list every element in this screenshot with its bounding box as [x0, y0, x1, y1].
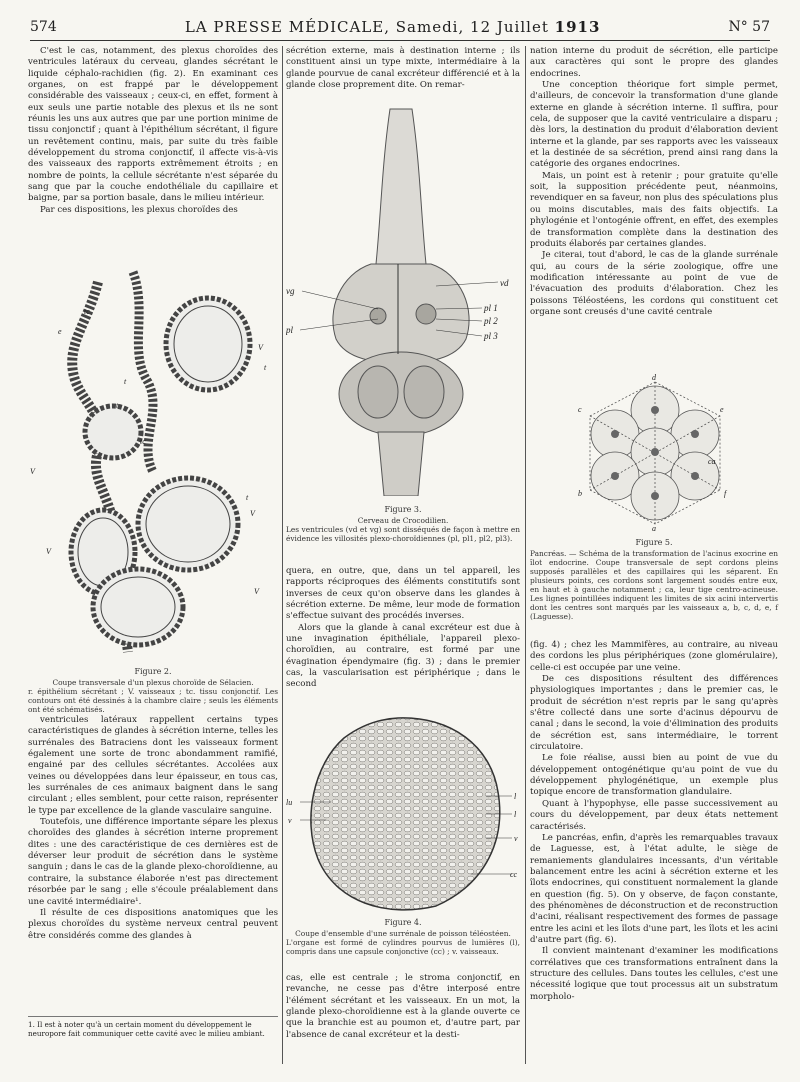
figure-3-caption: [286, 505, 520, 543]
paragraph: Il convient maintenant d'examiner les modifications corrélatives que ces transformations entraînent dans la structure des cellules. Dans toutes les cellules, c'est une nécessité logique que tout processus ait un substratum morpholo-: [530, 946, 778, 1002]
figure-label: l: [514, 792, 517, 801]
figure-legend: Les ventricules (vd et vg) sont disséqués de façon à mettre en évidence les villosités plexo-choroïdiennes (pl, pl1, pl2, pl3).: [286, 525, 520, 543]
figure-label: tc: [84, 307, 90, 316]
column-3: [530, 46, 778, 318]
figure-label: lu: [286, 798, 293, 807]
paragraph: (fig. 4) ; chez les Mammifères, au contraire, au niveau des cordons les plus périphériques (zone glomérulaire), celle-ci est occupée par une veine.: [530, 640, 778, 673]
paragraph: Le foie réalise, aussi bien au point de vue du développement ontogénétique qu'au point de vue du développement phylogénétique, un exemple plus topique encore de transformation glandulaire.: [530, 753, 778, 798]
figure-2-caption: [28, 667, 278, 714]
page-header: [30, 14, 770, 41]
paragraph: ventricules latéraux rappellent certains types caractéristiques de glandes à sécrétion interne, telles les surrénales des Batraciens dont les vaisseaux forment également une sorte de tronc abondamment ramifié, engainé par des cellules sécrétantes. Accolées aux veines ou développées dans leur épaisseur, en tous cas, les surrénales de ces animaux baignent dans le sang circulant ; elles semblent, pour cette raison, représenter le type par excellence de la glande vasculaire sanguine.: [28, 715, 278, 816]
figure-label: f: [724, 489, 727, 498]
page-number: 574: [30, 19, 57, 35]
figure-label: v: [514, 834, 518, 843]
figure-label: tc: [140, 437, 146, 446]
figure-title: Figure 3.: [384, 505, 422, 514]
paragraph: Alors que la glande à canal excréteur est due à une invagination épithéliale, l'appareil plexo-choroïdien, au contraire, est formé par une évagination épendymaire (fig. 3) ; dans le premier cas, la vascularisation est périphérique ; dans le second: [286, 622, 520, 690]
figure-5-caption: [530, 538, 778, 621]
figure-label: e: [720, 405, 724, 414]
figure-label: pl: [286, 325, 294, 335]
column-rule: [525, 46, 526, 1064]
column-1-continued: [28, 715, 278, 942]
figure-caption: Coupe transversale d'un plexus choroïde de Sélacien.: [52, 678, 254, 687]
column-2-continued: [286, 566, 520, 691]
figure-label: V: [30, 467, 35, 476]
figure-label: e: [58, 327, 62, 336]
figure-label: t: [124, 377, 127, 386]
figure-title: Figure 5.: [635, 538, 673, 547]
paragraph: Mais, un point est à retenir ; pour gratuite qu'elle soit, la supposition précédente peut, néanmoins, revendiquer en sa faveur, non plus des spéculations plus ou moins discutables, mais des faits objectifs. La phylogénie et l'ontogénie offrent, en effet, des exemples de transformation complète dans la destination des produits élaborés par certaines glandes.: [530, 170, 778, 249]
figure-label: a: [652, 524, 656, 532]
paragraph: C'est le cas, notamment, des plexus choroïdes des ventricules latéraux du cerveau, glandes sécrétant le liquide céphalo-rachidien (fig. 2). En examinant ces organes, on est frappé par le développement considérable des vaisseaux ; ceux-ci, en effet, forment à eux seuls une partie notable des plexus et ils ne sont réunis les uns aux autres que par une portion minime de tissu conjonctif ; quant à l'épithélium sécrétant, il figure un revêtement continu, mais, par suite du très faible développement du stroma conjonctif, il affecte vis-à-vis des vaisseaux des rapports extrêmement étroits ; en nombre de points, la cellule sécrétante n'est séparée du sang que par la couche endothéliale du capillaire et baigne, par sa portion basale, dans le milieu intérieur.: [28, 46, 278, 204]
figure-label: t: [246, 493, 249, 502]
issue-date: Samedi, 12 Juillet: [395, 18, 549, 36]
paragraph: Le pancréas, enfin, d'après les remarquables travaux de Laguesse, est, à l'état adulte, le siège de remaniements glandulaires incessants, d'un véritable balancement entre les acini à sécrétion externe et les îlots endocrines, qui constituent normalement la glande en question (fig. 5). On y observe, de façon constante, des phénomènes de déconstruction et de reconstruction d'acini, réalisant respectivement des formes de passage entre les acini et les îlots d'une part, les îlots et les acini d'autre part (fig. 6).: [530, 832, 778, 945]
figure-label: pl 2: [484, 316, 498, 326]
column-2-continued: [286, 973, 520, 1041]
figure-caption: Pancréas. — Schéma de la transformation de l'acinus exocrine en îlot endocrine. Coupe transversale de sept cordons pleins supposés parallèles et des capillaires qui les séparent. En plusieurs points, ces cordons sont largement soudés entre eux, en haut et à gauche notamment ; ca, leur tige centro-acineuse. Les lignes pointillées indiquent les limites de six acini intervertis dont les centres sont marqués par les vaisseaux a, b, c, d, e, f (Laguesse).: [530, 549, 778, 621]
issue-number: N° 57: [728, 19, 770, 35]
figure-label: b: [578, 489, 582, 498]
figure-title: Figure 2.: [134, 667, 172, 676]
paragraph: quera, en outre, que, dans un tel appareil, les rapports réciproques des éléments constitutifs sont inverses de ceux qu'on observe dans les glandes à sécrétion externe. De même, leur mode de formation s'effectue suivant des procédés inverses.: [286, 566, 520, 622]
paragraph: De ces dispositions résultent des différences physiologiques importantes ; dans le premier cas, le produit de sécrétion n'est repris par le sang qu'après s'être collecté dans une sorte d'acinus dépourvu de canal ; dans le second, la voie d'élimination des produits de sécrétion est, sans intermédiaire, le torrent circulatoire.: [530, 674, 778, 753]
figure-label: pl 1: [484, 303, 498, 313]
figure-label: V: [258, 343, 263, 352]
figure-label: cc: [510, 870, 518, 879]
figure-caption: Cerveau de Crocodilien.: [357, 516, 449, 525]
column-3-continued: [530, 640, 778, 1003]
figure-label: l: [514, 810, 517, 819]
figure-2-illustration: [28, 262, 278, 662]
figure-label: d: [652, 373, 656, 382]
figure-label: V: [254, 587, 259, 596]
paragraph: Toutefois, une différence importante sépare les plexus choroïdes des glandes à sécrétion interne proprement dites : une des caractéristique de ces dernières est de déverser leur produit de sécrétion dans le système sanguin ; dans le cas de la glande plexo-choroïdienne, au contraire, la substance élaborée n'est pas directement résorbée par le sang ; elle s'écoule préalablement dans une cavité intermédiaire¹.: [28, 817, 278, 907]
figure-4-caption: [286, 918, 520, 956]
issue-year: 1913: [554, 18, 601, 36]
figure-4-illustration: [286, 714, 520, 914]
figure-label: t: [116, 401, 119, 410]
paragraph: Par ces dispositions, les plexus choroïdes des: [40, 204, 238, 215]
figure-caption: Coupe d'ensemble d'une surrénale de poisson téléostéen.: [295, 929, 511, 938]
figure-label: V: [46, 547, 51, 556]
masthead: LA PRESSE MÉDICALE, Samedi, 12 Juillet 1913: [184, 18, 601, 36]
figure-5-illustration: [570, 372, 740, 532]
column-1: [28, 46, 278, 216]
column-2: [286, 46, 520, 91]
figure-label: vg: [286, 286, 295, 296]
paragraph: nation interne du produit de sécrétion, elle participe aux caractères qui sont le propre des glandes endocrines.: [530, 46, 778, 79]
paragraph: Je citerai, tout d'abord, le cas de la glande surrénale qui, au cours de la série zoologique, offre une modification intéressante au point de vue de l'évacuation des produits d'élaboration. Chez les poissons Téléostéens, les cordons qui constituent cet organe sont creusés d'une cavité centrale: [530, 250, 778, 317]
figure-label: pl 3: [484, 331, 498, 341]
paragraph: cas, elle est centrale ; le stroma conjonctif, en revanche, ne cesse pas d'être interposé entre l'élément sécrétant et les vaisseaux. En un mot, la glande plexo-choroïdienne est à la glande ouverte ce que la branchie est au poumon et, d'autre part, par l'absence de canal excréteur et la desti-: [286, 973, 520, 1040]
paragraph: Quant à l'hypophyse, elle passe successivement au cours du développement, par deux états nettement caractérisés.: [530, 798, 778, 832]
figure-label: ca: [708, 457, 716, 466]
paragraph: sécrétion externe, mais à destination interne ; ils constituent ainsi un type mixte, intermédiaire à la glande pourvue de canal excréteur différencié et à la glande close proprement dite. On remar-: [286, 46, 520, 91]
figure-label: v: [288, 816, 292, 825]
figure-legend: L'organe est formé de cylindres pourvus de lumières (l), compris dans une capsule conjonctive (cc) ; v. vaisseaux.: [286, 938, 520, 956]
column-rule: [282, 46, 283, 1064]
paragraph: Une conception théorique fort simple permet, d'ailleurs, de concevoir la transformation d'une glande externe en glande à sécrétion interne. Il suffira, pour cela, de supposer que la cavité ventriculaire a disparu ; dès lors, la destination du produit d'élaboration devient interne et la glande, par ses rapports avec les vaisseaux et la destinée de sa sécrétion, prend ainsi rang dans la catégorie des organes endocrines.: [530, 80, 778, 170]
figure-legend: r. épithélium sécrétant ; V. vaisseaux ; tc. tissu conjonctif. Les contours ont été dessinés à la chambre claire ; seuls les éléments ont été schématisés.: [28, 687, 278, 714]
footnote: 1. Il est à noter qu'à un certain moment du développement le neuropore fait communiquer cette cavité avec le milieu ambiant.: [28, 1016, 278, 1038]
figure-label: V: [250, 509, 255, 518]
paragraph: Il résulte de ces dispositions anatomiques que les plexus choroïdes du système nerveux central peuvent être considérés comme des glandes à: [28, 907, 278, 941]
journal-title: LA PRESSE MÉDICALE: [184, 18, 385, 36]
figure-label: t: [264, 363, 267, 372]
figure-label: vd: [500, 278, 509, 288]
figure-title: Figure 4.: [384, 918, 422, 927]
figure-3-illustration: [286, 104, 520, 496]
figure-label: c: [578, 405, 582, 414]
